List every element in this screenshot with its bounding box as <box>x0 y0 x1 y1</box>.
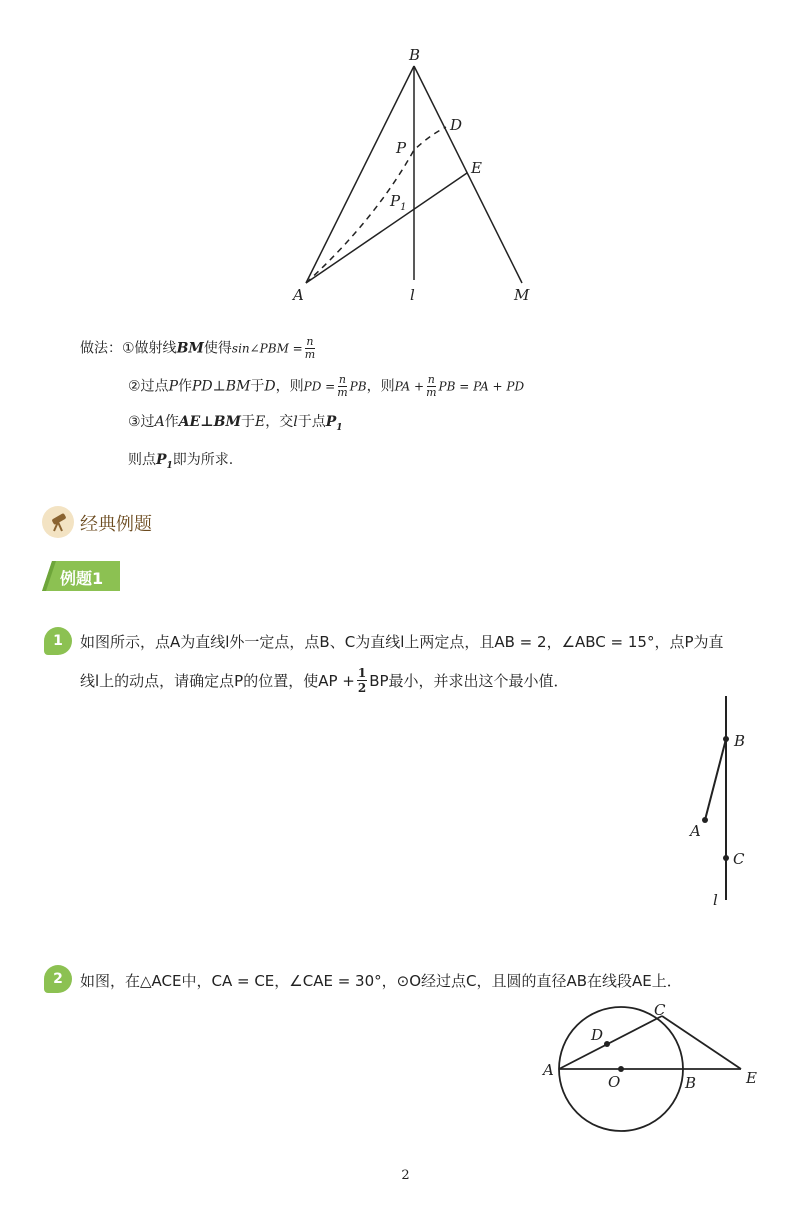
problem-1-badge: 1 <box>44 627 72 655</box>
text: 于 <box>241 414 255 430</box>
label-O: O <box>608 1073 621 1091</box>
example-tag <box>42 561 120 591</box>
problem-1-line-1: 如图所示，点A为直线l外一定点，点B、C为直线l上两定点，且AB = 2，∠ABC = 15°，点P为直 <box>80 633 724 651</box>
text: ，则 <box>366 378 395 395</box>
text: 作 <box>164 414 179 430</box>
math: PB <box>349 379 367 394</box>
label-E: E <box>471 159 482 177</box>
math: sin∠PBM = <box>231 341 303 356</box>
text: ，则 <box>275 378 304 395</box>
math: 1 <box>336 422 343 433</box>
example-tag-label: 例题1 <box>60 569 104 588</box>
page-number: 2 <box>401 1168 410 1183</box>
point-A <box>702 817 708 823</box>
math: P <box>156 452 167 468</box>
math: 1 <box>166 460 173 471</box>
label-P1: $P_1$ <box>390 192 407 213</box>
segment-CE <box>662 1016 741 1069</box>
math: PD = <box>303 379 336 394</box>
ray-BM <box>414 66 522 283</box>
segment-AB <box>306 66 414 283</box>
text: 即为所求. <box>172 452 234 468</box>
point-D <box>604 1041 610 1047</box>
math: AE⊥BM <box>178 414 241 430</box>
text: 于 <box>250 378 265 395</box>
label-A: A <box>690 822 701 840</box>
problem-2-text: 如图，在△ACE中，CA = CE，∠CAE = 30°，⊙O经过点C，且圆的直径AB在线段AE上． <box>80 972 682 990</box>
math: PD⊥BM <box>191 378 251 395</box>
math: PB = PA + PD <box>438 379 525 394</box>
label-M: M <box>514 286 530 304</box>
segment-AB <box>705 739 726 820</box>
text: ②过点 <box>128 378 169 395</box>
label-B: B <box>685 1074 697 1092</box>
fraction: $\frac{n}{m}$ <box>304 335 316 361</box>
problem-1-line-2 <box>80 666 569 695</box>
text: ①做射线 <box>122 340 177 357</box>
label-B: B <box>734 732 746 750</box>
math: l <box>293 414 298 430</box>
segment-AC <box>559 1016 662 1069</box>
point-O <box>618 1066 624 1072</box>
text: BP最小，并求出这个最小值． <box>369 671 569 690</box>
top-geometry-figure <box>280 40 550 310</box>
point-B <box>723 736 729 742</box>
label-A: A <box>543 1061 554 1079</box>
label-l: l <box>410 286 415 304</box>
label-E: E <box>746 1069 757 1087</box>
problem-2-figure <box>535 995 770 1140</box>
label-D: D <box>450 116 463 134</box>
method-label: 做法： <box>80 340 122 357</box>
label-l: l <box>713 891 718 909</box>
label-A: A <box>293 286 304 304</box>
problem-1-figure <box>680 690 770 910</box>
text: ③过 <box>128 414 155 430</box>
method-conclusion <box>128 450 233 476</box>
fraction: $\frac{n}{m}$ <box>337 373 348 399</box>
method-step-3 <box>128 412 343 438</box>
text: ，交 <box>265 414 294 430</box>
telescope-icon <box>42 506 74 538</box>
point-C <box>723 855 729 861</box>
problem-2-badge: 2 <box>44 965 72 993</box>
label-C: C <box>654 1001 666 1019</box>
text: 使得 <box>203 340 232 357</box>
dashed-APD <box>306 127 446 283</box>
math: A <box>154 414 165 430</box>
method-step-2 <box>128 374 524 399</box>
label-D: D <box>591 1026 604 1044</box>
math: D <box>264 378 276 395</box>
math: PA + <box>394 379 425 394</box>
label-P: P <box>396 139 407 157</box>
text: 作 <box>177 378 192 395</box>
text: 线l上的动点，请确定点P的位置，使AP + <box>80 671 355 690</box>
segment-AE <box>306 173 467 283</box>
fraction: $\frac{1}{2}$ <box>357 666 367 695</box>
section-title: 经典例题 <box>80 514 152 535</box>
math: P <box>325 414 337 430</box>
fraction: $\frac{n}{m}$ <box>426 373 437 399</box>
math: E <box>255 414 266 430</box>
label-C: C <box>733 850 745 868</box>
math: BM <box>176 340 204 357</box>
method-step-1 <box>80 336 317 361</box>
text: 则点 <box>128 452 156 468</box>
text: 于点 <box>297 414 326 430</box>
math: P <box>168 378 178 395</box>
label-B: B <box>409 46 421 64</box>
